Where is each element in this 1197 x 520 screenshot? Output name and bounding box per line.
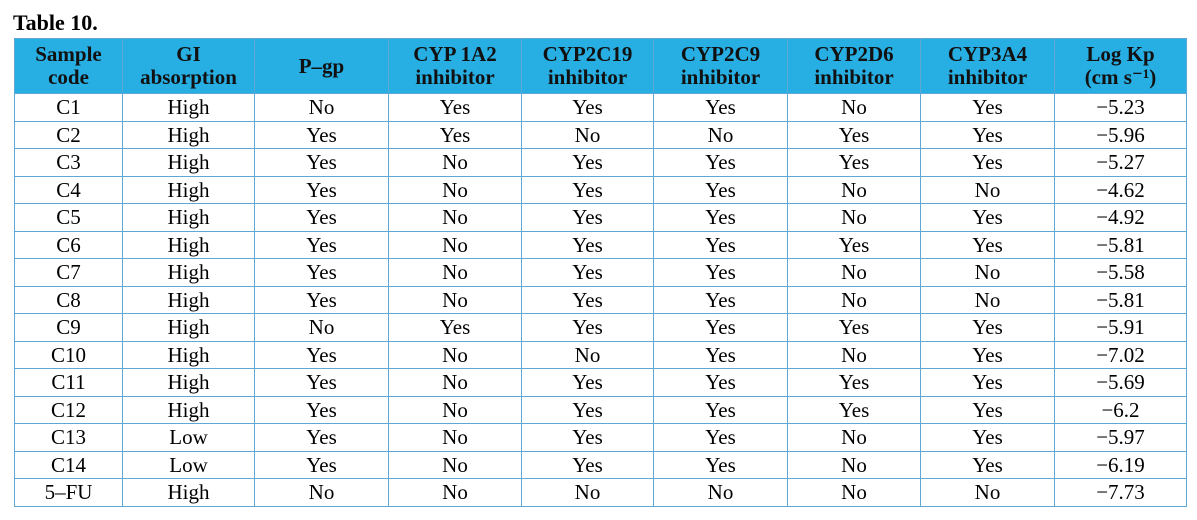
table-cell: Yes <box>654 149 788 177</box>
table-cell: No <box>788 204 921 232</box>
table-cell: No <box>654 121 788 149</box>
table-cell: No <box>921 176 1055 204</box>
table-cell: −5.81 <box>1055 286 1187 314</box>
table-cell: Yes <box>522 94 654 122</box>
table-cell: Yes <box>654 231 788 259</box>
table-cell: −5.27 <box>1055 149 1187 177</box>
column-header-line: Sample <box>35 42 102 66</box>
table-cell: Yes <box>654 204 788 232</box>
table-cell: C6 <box>15 231 123 259</box>
table-cell: No <box>389 341 522 369</box>
table-cell: −5.96 <box>1055 121 1187 149</box>
column-header-line: inhibitor <box>814 65 894 89</box>
table-cell: −7.73 <box>1055 479 1187 507</box>
table-cell: Yes <box>522 314 654 342</box>
table-cell: −6.2 <box>1055 396 1187 424</box>
table-cell: C3 <box>15 149 123 177</box>
table-cell: Yes <box>654 396 788 424</box>
table-cell: No <box>654 479 788 507</box>
table-cell: No <box>389 149 522 177</box>
table-cell: No <box>788 451 921 479</box>
table-cell: High <box>123 479 255 507</box>
column-header-line: CYP3A4 <box>947 42 1028 66</box>
table-cell: Yes <box>654 314 788 342</box>
table-cell: High <box>123 176 255 204</box>
table-cell: C1 <box>15 94 123 122</box>
table-cell: −4.62 <box>1055 176 1187 204</box>
table-cell: Yes <box>921 204 1055 232</box>
table-cell: Yes <box>522 451 654 479</box>
column-header-line: inhibitor <box>680 65 761 89</box>
table-cell: Yes <box>255 259 389 287</box>
adme-table <box>14 38 1187 507</box>
table-cell: Yes <box>788 396 921 424</box>
table-cell: No <box>389 424 522 452</box>
table-cell: Yes <box>788 314 921 342</box>
column-header <box>255 39 389 94</box>
table-cell: Yes <box>921 94 1055 122</box>
table-row <box>15 424 1187 452</box>
table-cell: High <box>123 259 255 287</box>
table-cell: No <box>921 286 1055 314</box>
table-cell: Yes <box>921 451 1055 479</box>
table-cell: Yes <box>255 396 389 424</box>
column-header-line: CYP2D6 <box>814 42 894 66</box>
table-cell: Yes <box>654 424 788 452</box>
table-caption: Table 10. <box>13 10 98 35</box>
column-header-line: code <box>48 65 89 89</box>
column-header-line: (cm s⁻¹) <box>1084 65 1157 89</box>
table-row <box>15 149 1187 177</box>
table-cell: Yes <box>255 231 389 259</box>
table-cell: No <box>522 121 654 149</box>
table-cell: −5.91 <box>1055 314 1187 342</box>
table-cell: No <box>389 369 522 397</box>
table-cell: Yes <box>255 286 389 314</box>
table-row <box>15 231 1187 259</box>
table-cell: No <box>389 176 522 204</box>
table-cell: Yes <box>788 369 921 397</box>
table-cell: C10 <box>15 341 123 369</box>
table-cell: No <box>255 314 389 342</box>
table-cell: Yes <box>522 231 654 259</box>
column-header <box>522 39 654 94</box>
table-cell: Yes <box>255 176 389 204</box>
header-row <box>15 39 1187 94</box>
table-cell: No <box>788 286 921 314</box>
table-cell: C2 <box>15 121 123 149</box>
table-cell: −4.92 <box>1055 204 1187 232</box>
table-cell: High <box>123 204 255 232</box>
table-cell: Yes <box>654 286 788 314</box>
table-cell: High <box>123 286 255 314</box>
table-row <box>15 121 1187 149</box>
table-cell: Yes <box>255 369 389 397</box>
table-cell: No <box>788 259 921 287</box>
table-cell: High <box>123 314 255 342</box>
table-cell: −7.02 <box>1055 341 1187 369</box>
table-cell: C9 <box>15 314 123 342</box>
table-cell: Yes <box>921 121 1055 149</box>
table-cell: Yes <box>654 259 788 287</box>
table-cell: Yes <box>522 286 654 314</box>
column-header <box>389 39 522 94</box>
table-cell: Yes <box>921 341 1055 369</box>
table-cell: Yes <box>654 451 788 479</box>
table-cell: Yes <box>255 341 389 369</box>
table-cell: No <box>255 479 389 507</box>
table-cell: No <box>522 341 654 369</box>
column-header-line: inhibitor <box>947 65 1028 89</box>
column-header-line: inhibitor <box>415 65 495 89</box>
table-cell: Yes <box>522 176 654 204</box>
table-cell: Yes <box>788 231 921 259</box>
table-cell: Yes <box>255 424 389 452</box>
table-cell: Yes <box>654 94 788 122</box>
table-cell: No <box>522 479 654 507</box>
column-header-line: CYP2C19 <box>542 42 633 66</box>
table-cell: Yes <box>522 396 654 424</box>
table-cell: High <box>123 231 255 259</box>
table-cell: High <box>123 396 255 424</box>
table-cell: No <box>788 176 921 204</box>
table-cell: No <box>255 94 389 122</box>
table-cell: Yes <box>255 204 389 232</box>
table-cell: Yes <box>255 451 389 479</box>
table-cell: C4 <box>15 176 123 204</box>
table-cell: Yes <box>921 314 1055 342</box>
table-row <box>15 369 1187 397</box>
table-cell: Yes <box>522 259 654 287</box>
table-row <box>15 204 1187 232</box>
table-cell: Yes <box>654 176 788 204</box>
table-cell: −6.19 <box>1055 451 1187 479</box>
column-header <box>15 39 123 94</box>
table-cell: No <box>389 231 522 259</box>
column-header-line: GI <box>176 42 201 66</box>
table-cell: C12 <box>15 396 123 424</box>
table-row <box>15 451 1187 479</box>
table-cell: No <box>788 94 921 122</box>
table-cell: 5–FU <box>15 479 123 507</box>
table-cell: −5.81 <box>1055 231 1187 259</box>
table-row <box>15 396 1187 424</box>
table-row <box>15 314 1187 342</box>
table-cell: Low <box>123 451 255 479</box>
table-cell: Yes <box>389 94 522 122</box>
table-cell: No <box>921 479 1055 507</box>
table-row <box>15 176 1187 204</box>
table-cell: No <box>788 479 921 507</box>
table-cell: Yes <box>389 121 522 149</box>
table-cell: C14 <box>15 451 123 479</box>
table-cell: No <box>788 424 921 452</box>
table-cell: High <box>123 94 255 122</box>
table-cell: No <box>389 451 522 479</box>
table-cell: −5.97 <box>1055 424 1187 452</box>
column-header-line: P–gp <box>298 53 345 78</box>
table-cell: No <box>389 204 522 232</box>
table-cell: Yes <box>921 149 1055 177</box>
table-cell: Yes <box>921 369 1055 397</box>
table-cell: Yes <box>788 149 921 177</box>
table-cell: Yes <box>921 231 1055 259</box>
table-cell: No <box>389 286 522 314</box>
column-header <box>654 39 788 94</box>
table-cell: Yes <box>522 149 654 177</box>
table-cell: Yes <box>522 204 654 232</box>
table-cell: High <box>123 341 255 369</box>
table-cell: Yes <box>921 396 1055 424</box>
table-body <box>15 94 1187 507</box>
table-cell: Low <box>123 424 255 452</box>
column-header <box>788 39 921 94</box>
table-cell: Yes <box>522 424 654 452</box>
table-cell: High <box>123 121 255 149</box>
table-cell: Yes <box>255 121 389 149</box>
table-cell: No <box>788 341 921 369</box>
table-cell: −5.23 <box>1055 94 1187 122</box>
table-cell: C13 <box>15 424 123 452</box>
table-cell: Yes <box>788 121 921 149</box>
column-header-line: absorption <box>140 65 237 89</box>
table-header <box>15 39 1187 94</box>
table-cell: No <box>921 259 1055 287</box>
column-header <box>123 39 255 94</box>
table-cell: Yes <box>654 341 788 369</box>
column-header-line: CYP2C9 <box>680 42 761 66</box>
table-cell: No <box>389 259 522 287</box>
table-cell: Yes <box>921 424 1055 452</box>
table-row <box>15 94 1187 122</box>
column-header-line: CYP 1A2 <box>413 42 497 66</box>
table-cell: High <box>123 369 255 397</box>
table-cell: No <box>389 396 522 424</box>
column-header <box>921 39 1055 94</box>
table-cell: Yes <box>654 369 788 397</box>
table-row <box>15 479 1187 507</box>
column-header-line: Log Kp <box>1086 42 1155 66</box>
table-cell: Yes <box>522 369 654 397</box>
table-row <box>15 341 1187 369</box>
table-cell: No <box>389 479 522 507</box>
table-cell: Yes <box>255 149 389 177</box>
table-cell: C5 <box>15 204 123 232</box>
table-cell: C8 <box>15 286 123 314</box>
table-cell: −5.69 <box>1055 369 1187 397</box>
table-cell: C11 <box>15 369 123 397</box>
table-cell: Yes <box>389 314 522 342</box>
table-row <box>15 286 1187 314</box>
column-header-line: inhibitor <box>547 65 628 89</box>
table-cell: −5.58 <box>1055 259 1187 287</box>
column-header <box>1055 39 1187 94</box>
table-cell: C7 <box>15 259 123 287</box>
table-cell: High <box>123 149 255 177</box>
table-row <box>15 259 1187 287</box>
